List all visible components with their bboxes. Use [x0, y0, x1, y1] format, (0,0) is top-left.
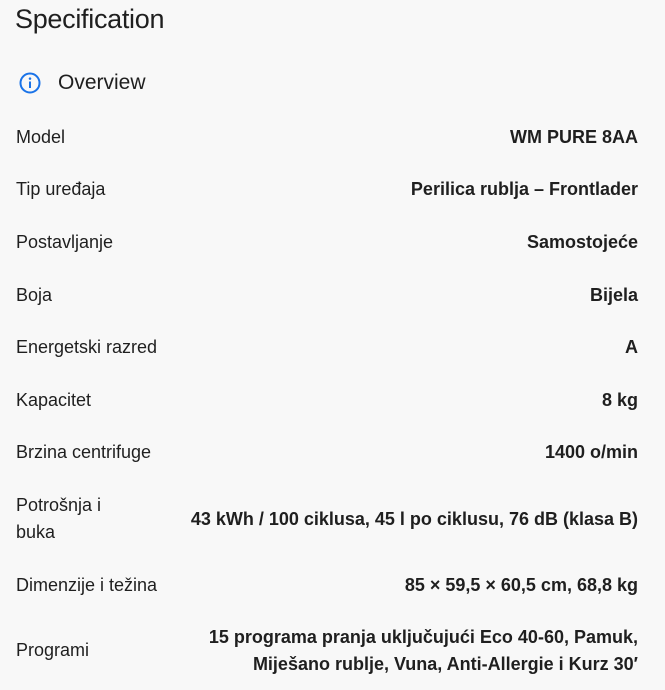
spec-value: Bijela [589, 284, 638, 305]
spec-label: Boja [16, 284, 53, 305]
overview-section-header [18, 68, 146, 98]
spec-row-installation [0, 216, 665, 269]
spec-label: Postavljanje [16, 231, 114, 252]
spec-label: Model [16, 126, 66, 147]
spec-row-programs [0, 612, 665, 690]
spec-label: Programi [16, 640, 90, 661]
spec-label: Energetski razred [16, 337, 158, 358]
spec-row-capacity [0, 374, 665, 427]
spec-value: Perilica rublja – Frontlader [410, 179, 638, 200]
spec-value: 8 kg [601, 389, 638, 410]
spec-value: 43 kWh / 100 ciklusa, 45 l po ciklusu, 76 dB (klasa B) [190, 508, 638, 529]
spec-table [0, 111, 665, 690]
spec-value: 15 programa pranja uključujući Eco 40-60, Pamuk, Miješano rublje, Vuna, Anti-Allergie i Kurz 30′ [208, 626, 638, 674]
spec-value: A [625, 337, 638, 358]
section-title: Overview [58, 71, 146, 94]
spec-label: Brzina centrifuge [16, 442, 152, 463]
spec-row-consumption [0, 479, 665, 559]
spec-value: 1400 o/min [544, 442, 638, 463]
spec-label: Tip uređaja [16, 179, 106, 200]
spec-row-color [0, 269, 665, 322]
spec-label: Kapacitet [16, 389, 92, 410]
spec-label: Dimenzije i težina [16, 574, 158, 595]
spec-row-dimensions [0, 559, 665, 612]
spec-row-energy-class [0, 321, 665, 374]
spec-row-spin-speed [0, 427, 665, 480]
info-icon [18, 71, 42, 95]
spec-row-type [0, 164, 665, 217]
spec-row-model [0, 111, 665, 164]
spec-value: WM PURE 8AA [509, 126, 638, 147]
spec-value: 85 × 59,5 × 60,5 cm, 68,8 kg [404, 574, 638, 595]
page-title: Specification [15, 4, 165, 34]
spec-value: Samostojeće [526, 231, 638, 252]
spec-label: Potrošnja i buka [16, 495, 102, 543]
